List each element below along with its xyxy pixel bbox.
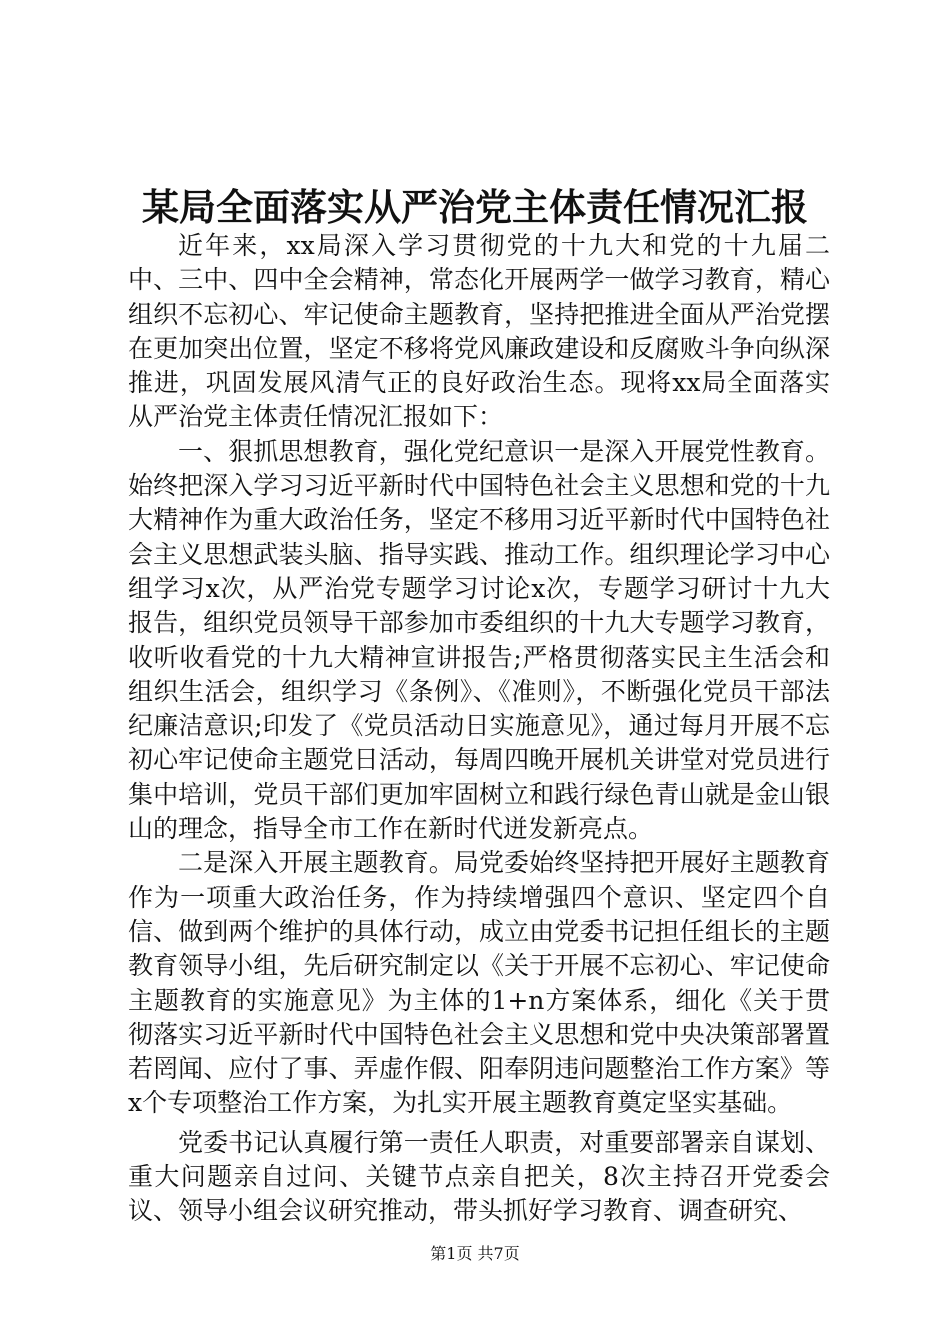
paragraph-intro: 近年来，xx局深入学习贯彻党的十九大和党的十九届二中、三中、四中全会精神，常态化开展两学一做学习教育，精心组织不忘初心、牢记使命主题教育，坚持把推进全面从严治党摆在更加突出位置，坚定不移将党风廉政建设和反腐败斗争向纵深推进，巩固发展风清气正的良好政治生态。现将xx局全面落实从严治党主体责任情况汇报如下： bbox=[128, 231, 830, 432]
paragraph-section-one: 一、狠抓思想教育，强化党纪意识一是深入开展党性教育。始终把深入学习习近平新时代中国特色社会主义思想和党的十九大精神作为重大政治任务，坚定不移用习近平新时代中国特色社会主义思想武装头脑、指导实践、推动工作。组织理论学习中心组学习x次，从严治党专题学习讨论x次，专题学习研讨十九大报告，组织党员领导干部参加市委组织的十九大专题学习教育，收听收看党的十九大精神宣讲报告;严格贯彻落实民主生活会和组织生活会，组织学习《条例》、《准则》，不断强化党员干部法纪廉洁意识;印发了《党员活动日实施意见》，通过每月开展不忘初心牢记使命主题党日活动，每周四晚开展机关讲堂对党员进行集中培训，党员干部们更加牢固树立和践行绿色青山就是金山银山的理念，指导全市工作在新时代迸发新亮点。 bbox=[128, 436, 830, 844]
page-number: 第1页 共7页 bbox=[430, 1244, 520, 1263]
paragraph-theme-education: 二是深入开展主题教育。局党委始终坚持把开展好主题教育作为一项重大政治任务，作为持续增强四个意识、坚定四个自信、做到两个维护的具体行动，成立由党委书记担任组长的主题教育领导小组，先后研究制定以《关于开展不忘初心、牢记使命主题教育的实施意见》为主体的1+n方案体系，细化《关于贯彻落实习近平新时代中国特色社会主义思想和党中央决策部署置若罔闻、应付了事、弄虚作假、阳奉阴违问题整治工作方案》等x个专项整治工作方案，为扎实开展主题教育奠定坚实基础。 bbox=[128, 848, 830, 1118]
document-body bbox=[128, 229, 830, 1229]
paragraph-party-secretary: 党委书记认真履行第一责任人职责，对重要部署亲自谋划、重大问题亲自过问、关键节点亲自把关，8次主持召开党委会议、领导小组会议研究推动，带头抓好学习教育、调查研究、 bbox=[128, 1127, 830, 1226]
document-title: 某局全面落实从严治党主体责任情况汇报 bbox=[142, 185, 808, 229]
